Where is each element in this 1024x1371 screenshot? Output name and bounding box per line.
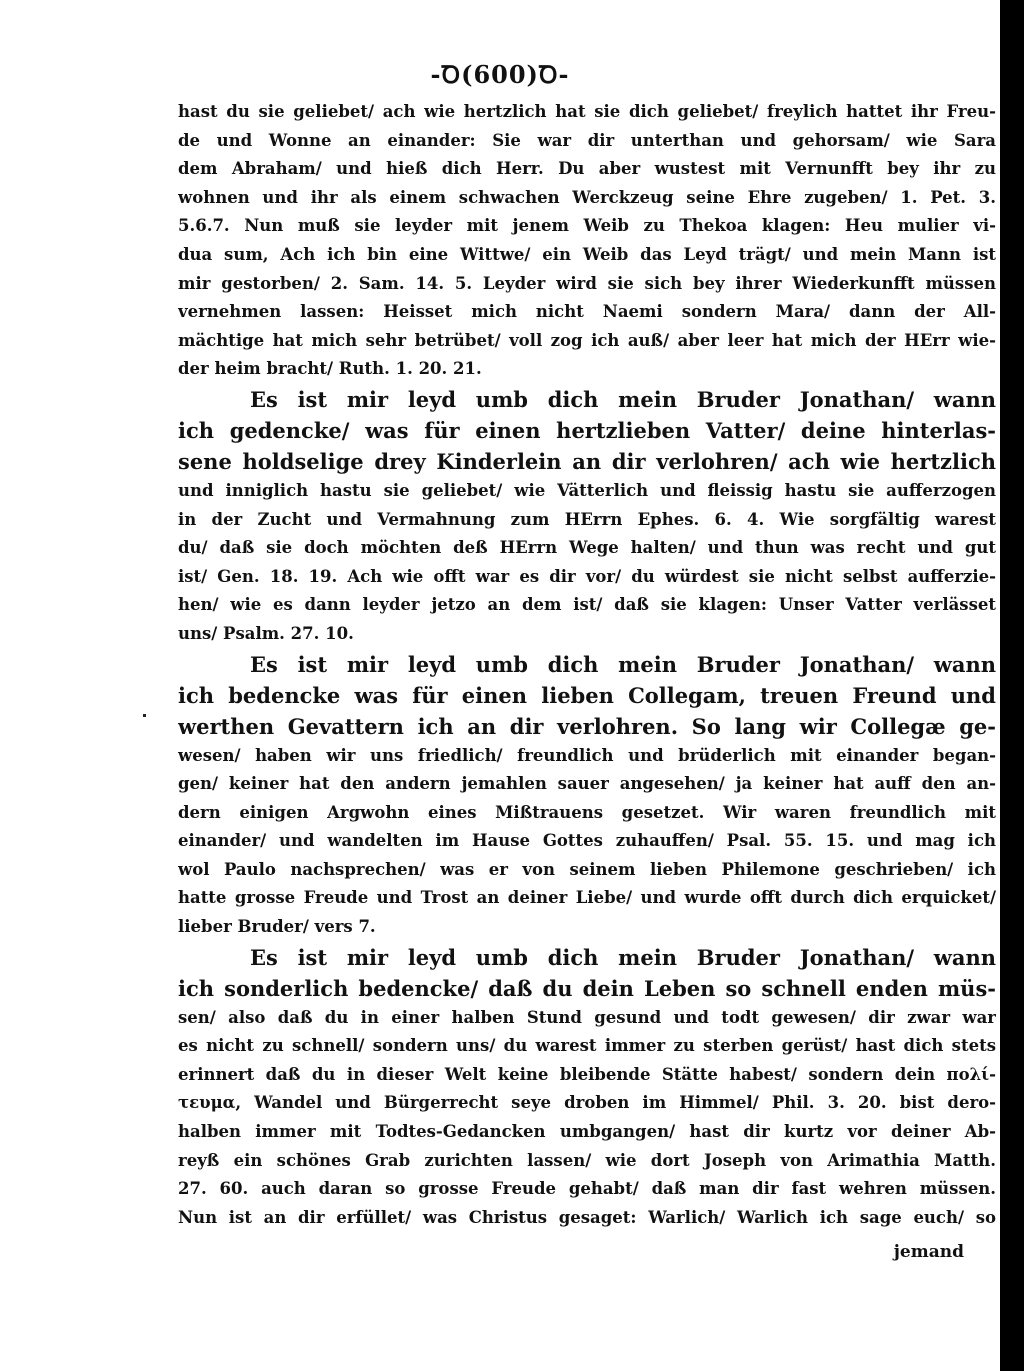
text-line: ich gedencke/ was für einen hertzlieben Vatter/ deine hinterlas- xyxy=(178,417,996,443)
ink-speck xyxy=(143,714,146,717)
text-line: mir gestorben/ 2. Sam. 14. 5. Leyder wird sie sich bey ihrer Wiederkunfft müssen xyxy=(178,273,996,293)
text-line: vernehmen lassen: Heisset mich nicht Naemi sondern Mara/ dann der All- xyxy=(178,302,996,322)
text-line: ich bedencke was für einen lieben Collegam, treuen Freund und xyxy=(178,682,996,708)
page-number-header: -Ꝺ(600)Ꝺ- xyxy=(430,60,570,89)
text-line: ist/ Gen. 18. 19. Ach wie offt war es dir vor/ du würdest sie nicht selbst aufferzie- xyxy=(178,566,996,586)
paragraph-3 xyxy=(178,649,996,942)
text-line: hast du sie geliebet/ ach wie hertzlich hat sie dich geliebet/ freylich hattet ihr Freu- xyxy=(178,102,996,121)
text-line: sen/ also daß du in einer halben Stund gesund und todt gewesen/ dir zwar war xyxy=(178,1007,996,1027)
text-line: halben immer mit Todtes-Gedancken umbgangen/ hast dir kurtz vor deiner Ab- xyxy=(178,1122,996,1142)
text-line: wohnen und ihr als einem schwachen Werckzeug seine Ehre zugeben/ 1. Pet. 3. xyxy=(178,187,996,207)
text-line: τευμα, Wandel und Bürgerrecht seye droben im Himmel/ Phil. 3. 20. bist dero- xyxy=(178,1093,996,1113)
text-line: Es ist mir leyd umb dich mein Bruder Jonathan/ wann xyxy=(250,651,996,677)
text-line: dern einigen Argwohn eines Mißtrauens gesetzet. Wir waren freundlich mit xyxy=(178,802,996,822)
text-line: 27. 60. auch daran so grosse Freude gehabt/ daß man dir fast wehren müssen. xyxy=(178,1179,996,1199)
text-line: dem Abraham/ und hieß dich Herr. Du aber wustest mit Vernunfft bey ihr zu xyxy=(178,159,996,179)
text-line: lieber Bruder/ vers 7. xyxy=(178,917,376,937)
text-line: Es ist mir leyd umb dich mein Bruder Jonathan/ wann xyxy=(250,944,996,970)
text-line: und inniglich hastu sie geliebet/ wie Vätterlich und fleissig hastu sie aufferzogen xyxy=(178,480,996,500)
text-line: Es ist mir leyd umb dich mein Bruder Jonathan/ wann xyxy=(250,386,996,412)
paragraph-1 xyxy=(178,98,996,384)
text-line: de und Wonne an einander: Sie war dir unterthan und gehorsam/ wie Sara xyxy=(178,130,996,150)
text-line: ich sonderlich bedencke/ daß du dein Leben so schnell enden müs- xyxy=(178,975,996,1001)
text-line: dua sum, Ach ich bin eine Wittwe/ ein Weib das Leyd trägt/ und mein Mann ist xyxy=(178,244,996,264)
text-line: wesen/ haben wir uns friedlich/ freundlich und brüderlich mit einander began- xyxy=(178,745,996,765)
text-line: in der Zucht und Vermahnung zum HErrn Ephes. 6. 4. Wie sorgfältig warest xyxy=(178,509,996,529)
text-line: reyß ein schönes Grab zurichten lassen/ wie dort Joseph von Arimathia Matth. xyxy=(178,1150,996,1170)
text-line: du/ daß sie doch möchten deß HErrn Wege halten/ und thun was recht und gut xyxy=(178,538,996,558)
text-line: hen/ wie es dann leyder jetzo an dem ist/ daß sie klagen: Unser Vatter verlässet xyxy=(178,595,996,615)
paragraph-2 xyxy=(178,384,996,649)
text-line: werthen Gevattern ich an dir verlohren. So lang wir Collegæ ge- xyxy=(178,713,996,739)
text-line: einander/ und wandelten im Hause Gottes zuhauffen/ Psal. 55. 15. und mag ich xyxy=(178,831,996,851)
text-line: sene holdselige drey Kinderlein an dir verlohren/ ach wie hertzlich xyxy=(178,448,996,474)
text-line: 5.6.7. Nun muß sie leyder mit jenem Weib zu Thekoa klagen: Heu mulier vi- xyxy=(178,216,996,236)
text-line: mächtige hat mich sehr betrübet/ voll zog ich auß/ aber leer hat mich der HErr wie- xyxy=(178,330,996,350)
page-edge-shadow xyxy=(1000,0,1024,1371)
text-line: hatte grosse Freude und Trost an deiner Liebe/ und wurde offt durch dich erquicket/ xyxy=(178,888,996,908)
text-line: erinnert daß du in dieser Welt keine bleibende Stätte habest/ sondern dein πολί- xyxy=(178,1064,996,1084)
paragraph-4 xyxy=(178,942,996,1233)
catchword: jemand xyxy=(893,1242,964,1262)
text-line: der heim bracht/ Ruth. 1. 20. 21. xyxy=(178,359,482,379)
text-line: wol Paulo nachsprechen/ was er von seinem lieben Philemone geschrieben/ ich xyxy=(178,859,996,879)
text-line: Nun ist an dir erfüllet/ was Christus gesaget: Warlich/ Warlich ich sage euch/ so xyxy=(178,1207,996,1227)
text-line: gen/ keiner hat den andern jemahlen sauer angesehen/ ja keiner hat auff den an- xyxy=(178,774,996,794)
text-line: es nicht zu schnell/ sondern uns/ du warest immer zu sterben gerüst/ hast dich stets xyxy=(178,1036,996,1056)
body-text xyxy=(178,98,996,1232)
text-line: uns/ Psalm. 27. 10. xyxy=(178,623,354,643)
